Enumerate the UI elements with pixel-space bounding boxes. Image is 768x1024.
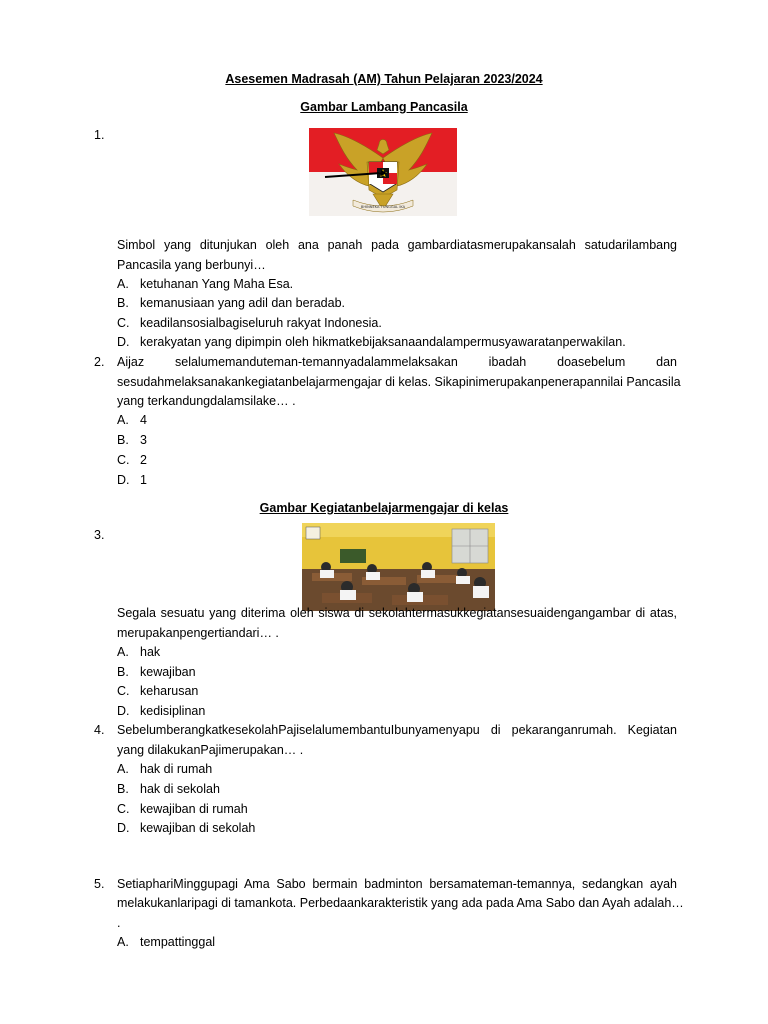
emblem-motto: BHINNEKA TUNGGAL IKA xyxy=(360,205,406,209)
question-3-option-b[interactable] xyxy=(117,665,196,680)
option-text: 4 xyxy=(140,413,147,427)
question-2-option-a[interactable] xyxy=(117,413,147,428)
option-text: kedisiplinan xyxy=(140,704,206,718)
question-1-text-line-1: Simbol yang ditunjukan oleh ana panah pada gambardiatasmerupakansalah satudarilambang xyxy=(117,238,677,252)
question-1-option-b[interactable] xyxy=(117,296,345,311)
section-heading-pancasila: Gambar Lambang Pancasila xyxy=(300,100,468,114)
option-letter: D. xyxy=(117,473,130,487)
question-1-text-line-2: Pancasila yang berbunyi… xyxy=(117,258,266,272)
question-3-option-a[interactable] xyxy=(117,645,160,660)
question-5-text-line-2: melakukanlaripagi di tamankota. Perbedaankarakteristik yang ada pada Ama Sabo dan Ayah adalah… xyxy=(117,896,684,910)
option-text: kewajiban di sekolah xyxy=(140,821,256,835)
option-letter: D. xyxy=(117,704,130,718)
option-letter: C. xyxy=(117,802,130,816)
question-number-1: 1. xyxy=(94,128,105,142)
question-2-text-line-2: sesudahmelaksanakankegiatanbelajarmengajar di kelas. Sikapinimerupakanpenerapannilai Pancasila xyxy=(117,375,681,389)
question-4-text-line-2: yang dilakukanPajimerupakan… . xyxy=(117,743,304,757)
question-4-option-c[interactable] xyxy=(117,802,248,817)
option-text: keharusan xyxy=(140,684,199,698)
question-number-4: 4. xyxy=(94,723,105,737)
option-text: 2 xyxy=(140,453,147,467)
option-text: kewajiban di rumah xyxy=(140,802,248,816)
option-letter: B. xyxy=(117,782,129,796)
question-4-option-d[interactable] xyxy=(117,821,255,836)
question-5-text-line-1: SetiaphariMinggupagi Ama Sabo bermain badminton bersamateman-temannya, sedangkan ayah xyxy=(117,877,677,891)
question-3-text-line-2: merupakanpengertiandari… . xyxy=(117,626,279,640)
option-text: ketuhanan Yang Maha Esa. xyxy=(140,277,294,291)
classroom-photo xyxy=(302,523,495,611)
option-letter: C. xyxy=(117,316,130,330)
question-4-text-line-1: SebelumberangkatkesekolahPajiselalumembantuIbunyamenyapu di pekaranganrumah. Kegiatan xyxy=(117,723,677,737)
pancasila-emblem-image xyxy=(309,128,457,216)
question-3-text-line-1: Segala sesuatu yang diterima oleh siswa di sekolahtermasukkegiatansesuaidengangambar di atas, xyxy=(117,606,677,620)
option-text: 3 xyxy=(140,433,147,447)
option-letter: A. xyxy=(117,413,129,427)
document-title: Asesemen Madrasah (AM) Tahun Pelajaran 2023/2024 xyxy=(225,72,543,86)
option-letter: B. xyxy=(117,296,129,310)
option-text: kemanusiaan yang adil dan beradab. xyxy=(140,296,346,310)
question-1-option-c[interactable] xyxy=(117,316,382,331)
option-letter: B. xyxy=(117,433,129,447)
question-2-text-line-1: Aijaz selalumemanduteman-temannyadalammelaksakan ibadah doasebelum dan xyxy=(117,355,677,369)
option-text: hak xyxy=(140,645,161,659)
option-letter: D. xyxy=(117,335,130,349)
option-text: hak di sekolah xyxy=(140,782,220,796)
question-number-2: 2. xyxy=(94,355,105,369)
question-4-option-b[interactable] xyxy=(117,782,220,797)
option-letter: A. xyxy=(117,935,129,949)
question-1-option-d[interactable] xyxy=(117,335,626,350)
option-text: kewajiban xyxy=(140,665,196,679)
option-text: keadilansosialbagiseluruh rakyat Indonesia. xyxy=(140,316,382,330)
question-2-option-c[interactable] xyxy=(117,453,147,468)
question-number-3: 3. xyxy=(94,528,105,542)
question-4-option-a[interactable] xyxy=(117,762,212,777)
question-1-option-a[interactable] xyxy=(117,277,293,292)
question-number-5: 5. xyxy=(94,877,105,891)
option-letter: A. xyxy=(117,277,129,291)
option-letter: C. xyxy=(117,684,130,698)
section-heading-classroom: Gambar Kegiatanbelajarmengajar di kelas xyxy=(259,501,509,515)
option-text: kerakyatan yang dipimpin oleh hikmatkebijaksanaandalampermusyawaratanperwakilan. xyxy=(140,335,626,349)
option-text: tempattinggal xyxy=(140,935,216,949)
option-letter: B. xyxy=(117,665,129,679)
option-letter: D. xyxy=(117,821,130,835)
option-letter: A. xyxy=(117,645,129,659)
question-3-option-c[interactable] xyxy=(117,684,198,699)
question-3-option-d[interactable] xyxy=(117,704,205,719)
question-5-option-a[interactable] xyxy=(117,935,215,950)
question-5-text-line-3: . xyxy=(117,916,121,930)
option-letter: A. xyxy=(117,762,129,776)
question-2-text-line-3: yang terkandungdalamsilake… . xyxy=(117,394,296,408)
question-2-option-b[interactable] xyxy=(117,433,147,448)
option-text: hak di rumah xyxy=(140,762,213,776)
question-2-option-d[interactable] xyxy=(117,473,147,488)
option-letter: C. xyxy=(117,453,130,467)
option-text: 1 xyxy=(140,473,147,487)
